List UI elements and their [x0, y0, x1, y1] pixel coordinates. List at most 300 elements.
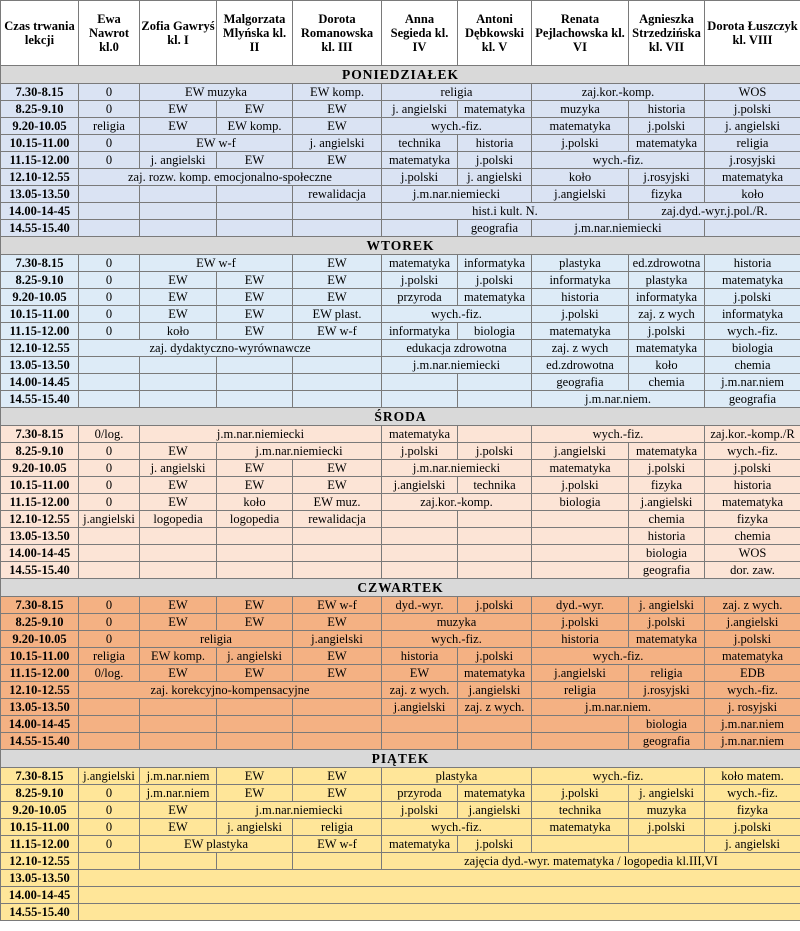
lesson-row: [1, 374, 800, 391]
lesson-row: [1, 768, 800, 785]
lesson-row: [1, 819, 800, 836]
lesson-cell: j.angielski: [705, 614, 800, 631]
lesson-row: [1, 785, 800, 802]
lesson-cell: [532, 545, 629, 562]
lesson-cell: [217, 853, 293, 870]
lesson-cell: EW w-f: [140, 135, 293, 152]
lesson-cell: EW w-f: [293, 597, 382, 614]
lesson-cell: WOS: [705, 84, 800, 101]
lesson-cell: EW: [382, 665, 458, 682]
lesson-cell: [217, 203, 293, 220]
lesson-cell: 0: [79, 323, 140, 340]
lesson-cell: [79, 562, 140, 579]
lesson-cell: j.angielski: [79, 768, 140, 785]
lesson-cell: j. angielski: [293, 135, 382, 152]
lesson-time: 9.20-10.05: [1, 631, 79, 648]
header-teacher: Ewa Nawrot kl.0: [79, 1, 140, 66]
lesson-row: [1, 665, 800, 682]
lesson-cell: [458, 733, 532, 750]
lesson-cell: matematyka: [629, 340, 705, 357]
lesson-cell: 0: [79, 289, 140, 306]
lesson-cell: j.polski: [532, 614, 629, 631]
lesson-cell: edukacja zdrowotna: [382, 340, 532, 357]
lesson-cell: j.angielski: [458, 682, 532, 699]
lesson-cell: 0: [79, 460, 140, 477]
lesson-cell: biologia: [532, 494, 629, 511]
lesson-cell: plastyka: [629, 272, 705, 289]
lesson-cell: [217, 374, 293, 391]
lesson-cell: religia: [140, 631, 293, 648]
lesson-cell: historia: [629, 528, 705, 545]
lesson-cell: technika: [458, 477, 532, 494]
lesson-cell: [140, 374, 217, 391]
lesson-cell: j.angielski: [293, 631, 382, 648]
lesson-cell: j. angielski: [705, 836, 800, 853]
lesson-cell: [532, 511, 629, 528]
lesson-cell: dyd.-wyr.: [532, 597, 629, 614]
lesson-cell: j.rosyjski: [629, 169, 705, 186]
lesson-cell: j.polski: [705, 101, 800, 118]
lesson-cell: biologia: [629, 716, 705, 733]
lesson-cell: j.m.nar.niemiecki: [382, 357, 532, 374]
lesson-cell: [532, 733, 629, 750]
lesson-row: [1, 836, 800, 853]
lesson-cell: [382, 716, 458, 733]
lesson-time: 13.05-13.50: [1, 870, 79, 887]
lesson-cell: religia: [705, 135, 800, 152]
lesson-cell: [79, 699, 140, 716]
lesson-cell: [293, 545, 382, 562]
lesson-row: [1, 545, 800, 562]
lesson-cell: j.angielski: [629, 494, 705, 511]
lesson-cell: [293, 733, 382, 750]
lesson-cell: [293, 203, 382, 220]
lesson-cell: [140, 528, 217, 545]
lesson-cell: j. angielski: [629, 597, 705, 614]
lesson-cell: EW muzyka: [140, 84, 293, 101]
lesson-cell: matematyka: [705, 494, 800, 511]
lesson-cell: j.polski: [458, 272, 532, 289]
header-teacher: Dorota Romanowska kl. III: [293, 1, 382, 66]
lesson-row: [1, 870, 800, 887]
lesson-row: [1, 289, 800, 306]
day-header-row: [1, 66, 800, 84]
lesson-cell: j.m.nar.niem: [140, 768, 217, 785]
lesson-cell: zaj. z wych.: [382, 682, 458, 699]
lesson-time: 7.30-8.15: [1, 597, 79, 614]
lesson-cell: WOS: [705, 545, 800, 562]
lesson-row: [1, 135, 800, 152]
lesson-cell: EW: [140, 443, 217, 460]
lesson-cell: 0: [79, 631, 140, 648]
lesson-cell: EW: [217, 272, 293, 289]
lesson-row: [1, 853, 800, 870]
lesson-cell: j.polski: [382, 802, 458, 819]
lesson-cell: logopedia: [217, 511, 293, 528]
lesson-cell: j.polski: [382, 169, 458, 186]
day-header-row: [1, 750, 800, 768]
lesson-cell: przyroda: [382, 289, 458, 306]
lesson-time: 14.00-14-45: [1, 545, 79, 562]
lesson-cell: 0: [79, 306, 140, 323]
lesson-cell: technika: [382, 135, 458, 152]
lesson-time: 8.25-9.10: [1, 443, 79, 460]
lesson-cell: j.m.nar.niem: [705, 716, 800, 733]
lesson-cell: [140, 357, 217, 374]
lesson-time: 13.05-13.50: [1, 357, 79, 374]
lesson-row: [1, 306, 800, 323]
lesson-cell: j.m.nar.niem.: [532, 391, 705, 408]
lesson-row: [1, 904, 800, 921]
lesson-cell: j.polski: [705, 289, 800, 306]
lesson-cell: EW: [217, 101, 293, 118]
lesson-cell: informatyka: [705, 306, 800, 323]
lesson-time: 12.10-12.55: [1, 853, 79, 870]
lesson-cell: 0: [79, 614, 140, 631]
lesson-cell: EW: [293, 665, 382, 682]
lesson-cell: j.angielski: [382, 477, 458, 494]
lesson-cell: EW: [140, 494, 217, 511]
lesson-cell: [382, 562, 458, 579]
lesson-time: 13.05-13.50: [1, 528, 79, 545]
lesson-row: [1, 733, 800, 750]
lesson-cell: [293, 699, 382, 716]
lesson-cell: [79, 374, 140, 391]
lesson-cell: chemia: [629, 374, 705, 391]
header-teacher: Zofia Gawryś kl. I: [140, 1, 217, 66]
lesson-cell: 0: [79, 836, 140, 853]
lesson-cell: zajęcia dyd.-wyr. matematyka / logopedia kl.III,VI: [382, 853, 800, 870]
lesson-row: [1, 648, 800, 665]
lesson-cell: rewalidacja: [293, 511, 382, 528]
day-title: CZWARTEK: [1, 579, 800, 597]
lesson-cell: 0: [79, 494, 140, 511]
lesson-cell: [458, 374, 532, 391]
lesson-time: 11.15-12.00: [1, 323, 79, 340]
lesson-cell: j. angielski: [705, 118, 800, 135]
lesson-cell: [293, 716, 382, 733]
lesson-cell: [382, 511, 458, 528]
lesson-cell: j.polski: [532, 306, 629, 323]
lesson-cell: [705, 220, 800, 237]
lesson-cell: 0: [79, 443, 140, 460]
lesson-time: 9.20-10.05: [1, 118, 79, 135]
lesson-cell: EW: [217, 768, 293, 785]
lesson-cell: [79, 186, 140, 203]
lesson-cell: matematyka: [382, 426, 458, 443]
lesson-time: 13.05-13.50: [1, 186, 79, 203]
lesson-row: [1, 682, 800, 699]
lesson-cell: koło: [217, 494, 293, 511]
lesson-cell: religia: [382, 84, 532, 101]
lesson-cell: matematyka: [532, 819, 629, 836]
lesson-cell: j.m.nar.niemiecki: [140, 426, 382, 443]
lesson-row: [1, 255, 800, 272]
lesson-cell: chemia: [705, 528, 800, 545]
lesson-cell: muzyka: [629, 802, 705, 819]
lesson-cell: EW: [140, 272, 217, 289]
lesson-time: 14.00-14.45: [1, 374, 79, 391]
lesson-cell: [217, 562, 293, 579]
lesson-cell: EW plastyka: [140, 836, 293, 853]
day-title: PONIEDZIAŁEK: [1, 66, 800, 84]
lesson-cell: geografia: [705, 391, 800, 408]
lesson-time: 10.15-11.00: [1, 135, 79, 152]
lesson-cell: [293, 528, 382, 545]
lesson-cell: [532, 836, 629, 853]
lesson-cell: [532, 562, 629, 579]
lesson-cell: geografia: [629, 562, 705, 579]
lesson-time: 9.20-10.05: [1, 460, 79, 477]
lesson-cell: EW: [293, 152, 382, 169]
lesson-cell: [217, 220, 293, 237]
lesson-cell: EW muz.: [293, 494, 382, 511]
lesson-time: 14.00-14-45: [1, 716, 79, 733]
lesson-cell: EW w-f: [293, 836, 382, 853]
lesson-cell: [79, 357, 140, 374]
lesson-row: [1, 272, 800, 289]
lesson-cell: j.polski: [458, 648, 532, 665]
lesson-cell: [79, 528, 140, 545]
lesson-cell: [293, 391, 382, 408]
lesson-cell: zaj. korekcyjno-kompensacyjne: [79, 682, 382, 699]
lesson-cell: [140, 716, 217, 733]
lesson-cell: technika: [532, 802, 629, 819]
lesson-cell: j.angielski: [532, 443, 629, 460]
lesson-row: [1, 152, 800, 169]
lesson-cell: koło: [705, 186, 800, 203]
lesson-cell: koło matem.: [705, 768, 800, 785]
lesson-cell: j.polski: [629, 323, 705, 340]
lesson-row: [1, 631, 800, 648]
lesson-cell: zaj. z wych.: [705, 597, 800, 614]
lesson-cell: EW: [293, 477, 382, 494]
lesson-cell: ed.zdrowotna: [532, 357, 629, 374]
lesson-cell: zaj. dydaktyczno-wyrównawcze: [79, 340, 382, 357]
lesson-cell: [629, 836, 705, 853]
lesson-row: [1, 460, 800, 477]
lesson-cell: plastyka: [382, 768, 532, 785]
lesson-cell: matematyka: [382, 255, 458, 272]
header-time: Czas trwania lekcji: [1, 1, 79, 66]
lesson-cell: fizyka: [629, 477, 705, 494]
lesson-cell: EW: [293, 255, 382, 272]
lesson-time: 11.15-12.00: [1, 494, 79, 511]
lesson-time: 14.55-15.40: [1, 562, 79, 579]
lesson-cell: EW: [293, 118, 382, 135]
lesson-cell: [140, 699, 217, 716]
lesson-time: 7.30-8.15: [1, 768, 79, 785]
lesson-row: [1, 477, 800, 494]
lesson-cell: matematyka: [458, 289, 532, 306]
lesson-cell: [79, 220, 140, 237]
lesson-time: 14.00-14-45: [1, 203, 79, 220]
lesson-cell: 0: [79, 255, 140, 272]
lesson-time: 7.30-8.15: [1, 255, 79, 272]
lesson-cell: EW: [140, 614, 217, 631]
lesson-cell: 0: [79, 802, 140, 819]
lesson-cell: wych.-fiz.: [532, 152, 705, 169]
lesson-cell: j. angielski: [382, 101, 458, 118]
lesson-cell: biologia: [705, 340, 800, 357]
lesson-cell: j.m.nar.niemiecki: [217, 802, 382, 819]
lesson-cell: j.polski: [532, 135, 629, 152]
lesson-cell: [458, 511, 532, 528]
lesson-cell: j.polski: [705, 819, 800, 836]
lesson-cell: EW: [140, 101, 217, 118]
lesson-cell: historia: [629, 101, 705, 118]
header-teacher: Dorota Łuszczyk kl. VIII: [705, 1, 800, 66]
lesson-row: [1, 494, 800, 511]
lesson-cell: matematyka: [458, 665, 532, 682]
lesson-cell: historia: [532, 631, 629, 648]
lesson-cell: [382, 391, 458, 408]
lesson-cell: chemia: [705, 357, 800, 374]
lesson-cell: [79, 545, 140, 562]
lesson-cell: j.polski: [382, 272, 458, 289]
lesson-cell: [217, 528, 293, 545]
lesson-cell: [458, 545, 532, 562]
lesson-time: 14.55-15.40: [1, 220, 79, 237]
lesson-time: 11.15-12.00: [1, 152, 79, 169]
lesson-cell: EW: [293, 648, 382, 665]
lesson-cell: j.polski: [705, 460, 800, 477]
lesson-cell: j.m.nar.niem: [140, 785, 217, 802]
lesson-row: [1, 597, 800, 614]
lesson-cell: j.m.nar.niemiecki: [382, 460, 532, 477]
lesson-cell: EW: [293, 785, 382, 802]
lesson-cell: matematyka: [705, 169, 800, 186]
lesson-cell: EW: [293, 614, 382, 631]
lesson-row: [1, 118, 800, 135]
lesson-cell: j.polski: [705, 631, 800, 648]
lesson-cell: plastyka: [532, 255, 629, 272]
lesson-time: 9.20-10.05: [1, 289, 79, 306]
lesson-cell: zaj.kor.-komp./R: [705, 426, 800, 443]
lesson-cell: EW: [140, 597, 217, 614]
lesson-time: 12.10-12.55: [1, 511, 79, 528]
lesson-cell: 0: [79, 597, 140, 614]
lesson-cell: hist.i kult. N.: [382, 203, 629, 220]
lesson-cell: [79, 870, 800, 887]
lesson-cell: [140, 186, 217, 203]
lesson-cell: wych.-fiz.: [532, 768, 705, 785]
lesson-cell: j.polski: [629, 819, 705, 836]
lesson-time: 10.15-11.00: [1, 306, 79, 323]
lesson-row: [1, 391, 800, 408]
lesson-cell: EW: [140, 819, 217, 836]
lesson-cell: logopedia: [140, 511, 217, 528]
lesson-cell: [293, 357, 382, 374]
lesson-time: 10.15-11.00: [1, 477, 79, 494]
lesson-cell: dyd.-wyr.: [382, 597, 458, 614]
lesson-cell: 0/log.: [79, 665, 140, 682]
lesson-cell: informatyka: [629, 289, 705, 306]
lesson-cell: 0: [79, 477, 140, 494]
lesson-cell: j.polski: [382, 443, 458, 460]
lesson-cell: matematyka: [629, 135, 705, 152]
lesson-cell: zaj. rozw. komp. emocjonalno-społeczne: [79, 169, 382, 186]
lesson-cell: EW: [140, 118, 217, 135]
lesson-cell: 0: [79, 101, 140, 118]
lesson-cell: EW: [140, 665, 217, 682]
lesson-cell: j.angielski: [532, 665, 629, 682]
lesson-cell: EW: [217, 152, 293, 169]
lesson-cell: [217, 186, 293, 203]
lesson-cell: j.polski: [629, 460, 705, 477]
lesson-cell: matematyka: [629, 443, 705, 460]
lesson-cell: EW: [217, 597, 293, 614]
lesson-cell: matematyka: [705, 272, 800, 289]
lesson-cell: EW: [293, 101, 382, 118]
lesson-cell: EW w-f: [140, 255, 293, 272]
lesson-cell: wych.-fiz.: [382, 819, 532, 836]
lesson-cell: [532, 716, 629, 733]
day-header-row: [1, 579, 800, 597]
lesson-cell: j. rosyjski: [705, 699, 800, 716]
timetable-body: [1, 66, 800, 921]
lesson-cell: EW komp.: [293, 84, 382, 101]
lesson-cell: 0: [79, 819, 140, 836]
lesson-cell: [532, 528, 629, 545]
lesson-cell: ed.zdrowotna: [629, 255, 705, 272]
lesson-cell: j.polski: [458, 597, 532, 614]
lesson-cell: EDB: [705, 665, 800, 682]
lesson-cell: [293, 562, 382, 579]
lesson-cell: 0: [79, 272, 140, 289]
lesson-cell: fizyka: [705, 511, 800, 528]
lesson-cell: j.polski: [532, 785, 629, 802]
lesson-cell: [79, 887, 800, 904]
day-title: ŚRODA: [1, 408, 800, 426]
lesson-cell: [382, 733, 458, 750]
lesson-cell: j. angielski: [140, 152, 217, 169]
lesson-cell: 0: [79, 135, 140, 152]
lesson-cell: matematyka: [532, 323, 629, 340]
lesson-cell: koło: [629, 357, 705, 374]
lesson-cell: 0/log.: [79, 426, 140, 443]
lesson-time: 13.05-13.50: [1, 699, 79, 716]
lesson-cell: wych.-fiz.: [705, 785, 800, 802]
lesson-cell: j.rosyjski: [705, 152, 800, 169]
lesson-cell: j.m.nar.niem: [705, 733, 800, 750]
lesson-cell: historia: [705, 255, 800, 272]
header-row: [1, 1, 800, 66]
lesson-cell: EW plast.: [293, 306, 382, 323]
lesson-cell: wych.-fiz.: [382, 306, 532, 323]
lesson-cell: 0: [79, 84, 140, 101]
lesson-cell: wych.-fiz.: [532, 648, 705, 665]
lesson-time: 8.25-9.10: [1, 101, 79, 118]
lesson-cell: EW: [140, 802, 217, 819]
lesson-time: 12.10-12.55: [1, 340, 79, 357]
lesson-time: 12.10-12.55: [1, 169, 79, 186]
lesson-cell: wych.-fiz.: [705, 682, 800, 699]
lesson-cell: przyroda: [382, 785, 458, 802]
lesson-cell: informatyka: [532, 272, 629, 289]
lesson-cell: [217, 699, 293, 716]
lesson-row: [1, 169, 800, 186]
lesson-cell: zaj. z wych: [532, 340, 629, 357]
lesson-cell: j. angielski: [629, 785, 705, 802]
lesson-cell: j.polski: [458, 836, 532, 853]
lesson-cell: historia: [382, 648, 458, 665]
lesson-cell: EW: [217, 477, 293, 494]
lesson-cell: historia: [705, 477, 800, 494]
lesson-cell: j. angielski: [217, 648, 293, 665]
lesson-cell: [217, 733, 293, 750]
lesson-cell: informatyka: [458, 255, 532, 272]
